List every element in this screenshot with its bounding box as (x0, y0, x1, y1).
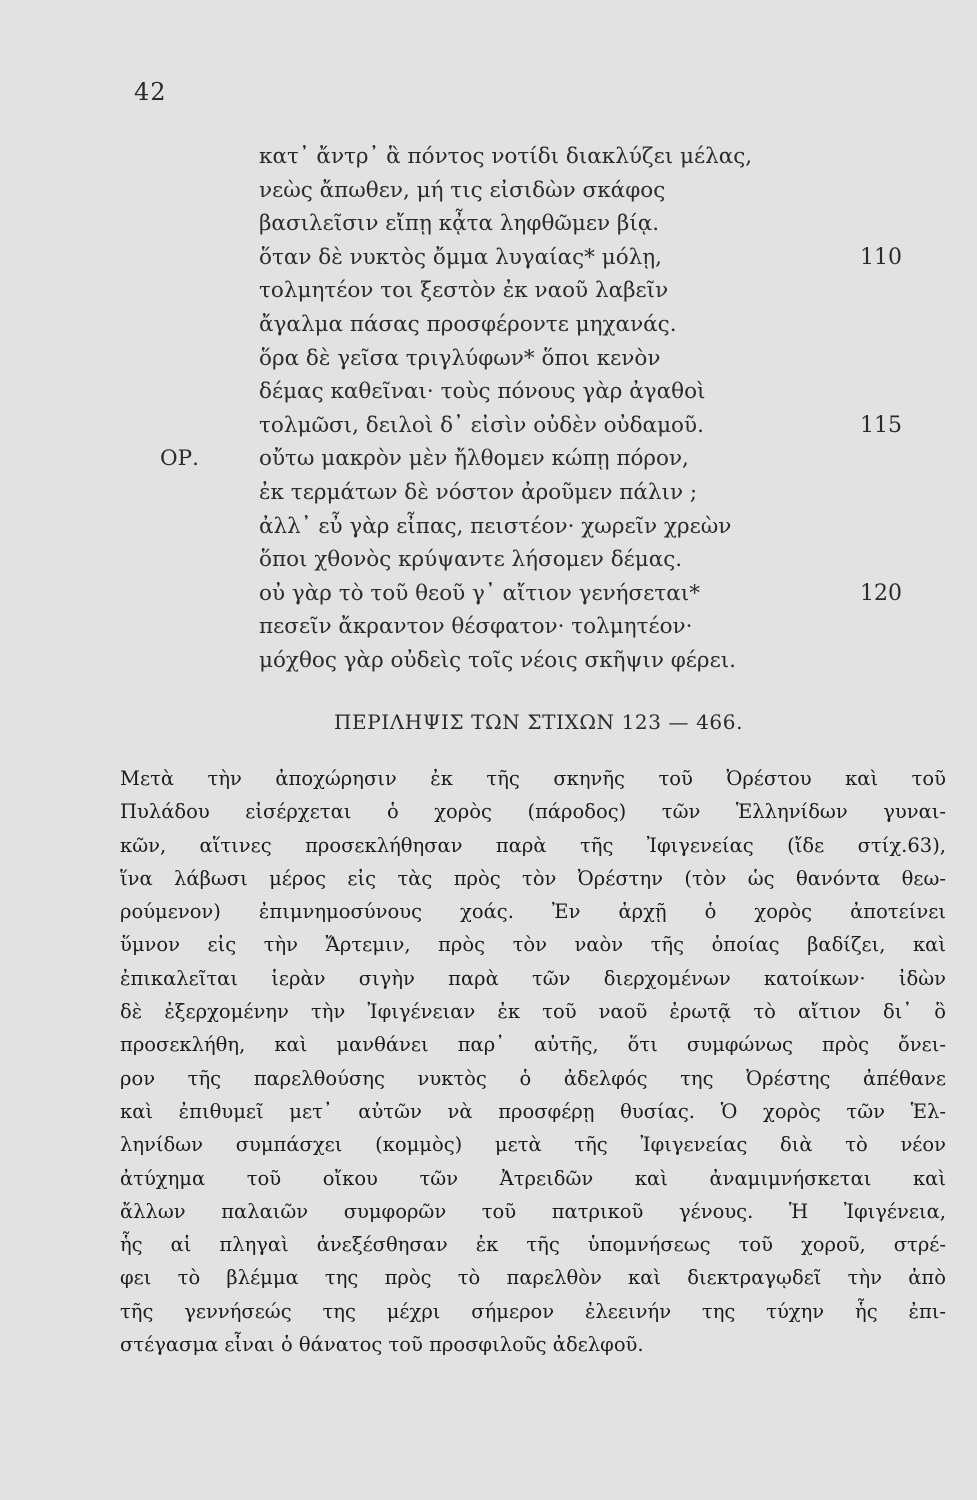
prose-line: ἐπικαλεῖται ἱερὰν σιγὴν παρὰ τῶν διερχομένων κατοίκων· ἰδὼν (120, 966, 946, 990)
verse-line (158, 140, 938, 174)
verse-text: οὔτω μακρὸν μὲν ἤλθομεν κώπῃ πόρον, (259, 446, 689, 472)
line-number: 120 (860, 580, 902, 606)
verse-line (158, 543, 938, 577)
prose-line: ρούμενον) ἐπιμνημοσύνους χοάς. Ἐν ἀρχῇ ὁ χορὸς ἀποτείνει (120, 900, 946, 924)
prose-line: ἧς αἱ πληγαὶ ἀνεξέσθησαν ἐκ τῆς ὑπομνήσεως τοῦ χοροῦ, στρέ- (120, 1233, 946, 1257)
section-heading: ΠΕΡΙΛΗΨΙΣ ΤΩΝ ΣΤΙΧΩΝ 123 — 466. (333, 710, 744, 734)
prose-line: Μετὰ τὴν ἀποχώρησιν ἐκ τῆς σκηνῆς τοῦ Ὀρέστου καὶ τοῦ (120, 767, 946, 790)
verse-line (158, 308, 938, 342)
verse-line (158, 510, 938, 544)
verse-text: ὅποι χθονὸς κρύψαντε λήσομεν δέμας. (259, 547, 683, 573)
verse-line (158, 610, 938, 644)
summary-paragraph (120, 762, 946, 1361)
verse-text: ὅρα δὲ γεῖσα τριγλύφων* ὅποι κενὸν (259, 345, 661, 371)
prose-line: ληνίδων συμπάσχει (κομμὸς) μετὰ τῆς Ἰφιγενείας διὰ τὸ νέον (120, 1133, 946, 1157)
prose-line: τῆς γεννήσεώς της μέχρι σήμερον ἐλεεινήν της τύχην ἧς ἐπι- (120, 1299, 946, 1323)
verse-line (158, 409, 938, 443)
prose-line: Πυλάδου εἰσέρχεται ὁ χορὸς (πάροδος) τῶν Ἑλληνίδων γυναι- (120, 800, 946, 824)
verse-line (158, 375, 938, 409)
line-number: 115 (860, 412, 902, 438)
prose-line: στέγασμα εἶναι ὁ θάνατος τοῦ προσφιλοῦς ἀδελφοῦ. (120, 1333, 644, 1357)
verse-line (158, 442, 938, 476)
verse-text: πεσεῖν ἄκραντον θέσφατον· τολμητέον· (259, 614, 693, 640)
verse-line (158, 577, 938, 611)
verse-text: τολμῶσι, δειλοὶ δ᾽ εἰσὶν οὐδὲν οὐδαμοῦ. (259, 412, 704, 438)
prose-line: ἀτύχημα τοῦ οἴκου τῶν Ἀτρειδῶν καὶ ἀναμιμνήσκεται καὶ (120, 1166, 946, 1190)
verse-line (158, 174, 938, 208)
prose-line: προσεκλήθη, καὶ μανθάνει παρ᾽ αὐτῆς, ὅτι συμφώνως πρὸς ὄνει- (120, 1033, 946, 1057)
prose-line: καὶ ἐπιθυμεῖ μετ᾽ αὐτῶν νὰ προσφέρῃ θυσίας. Ὁ χορὸς τῶν Ἑλ- (120, 1099, 946, 1123)
prose-line: ἄλλων παλαιῶν συμφορῶν τοῦ πατρικοῦ γένους. Ἡ Ἰφιγένεια, (120, 1199, 946, 1223)
verse-text: ἐκ τερμάτων δὲ νόστον ἀροῦμεν πάλιν ; (259, 479, 698, 505)
prose-line: φει τὸ βλέμμα της πρὸς τὸ παρελθὸν καὶ διεκτραγῳδεῖ τὴν ἀπὸ (120, 1266, 946, 1290)
verse-text: τολμητέον τοι ξεστὸν ἐκ ναοῦ λαβεῖν (259, 278, 669, 304)
prose-line: δὲ ἐξερχομένην τὴν Ἰφιγένειαν ἐκ τοῦ ναοῦ ἐρωτᾷ τὸ αἴτιον δι᾽ ὃ (120, 1000, 946, 1024)
verse-text: βασιλεῖσιν εἴπῃ κᾆτα ληφθῶμεν βίᾳ. (259, 211, 660, 237)
verse-text: ἀλλ᾽ εὖ γὰρ εἶπας, πειστέον· χωρεῖν χρεὼν (259, 513, 732, 539)
prose-line: ὕμνον εἰς τὴν Ἄρτεμιν, πρὸς τὸν ναὸν τῆς ὁποίας βαδίζει, καὶ (120, 933, 946, 957)
verse-line (158, 476, 938, 510)
verse-line (158, 241, 938, 275)
verse-text: μόχθος γὰρ οὐδεὶς τοῖς νέοις σκῆψιν φέρει. (259, 647, 736, 673)
verse-text: νεὼς ἄπωθεν, μή τις εἰσιδὼν σκάφος (259, 177, 666, 203)
verse-text: ἄγαλμα πάσας προσφέροντε μηχανάς. (259, 311, 677, 337)
verse-text: οὐ γὰρ τὸ τοῦ θεοῦ γ᾽ αἴτιον γενήσεται* (259, 580, 700, 606)
prose-line: κῶν, αἵτινες προσεκλήθησαν παρὰ τῆς Ἰφιγενείας (ἴδε στίχ.63), (120, 833, 946, 857)
line-number: 110 (860, 244, 902, 270)
page-number: 42 (134, 78, 167, 106)
verse-line (158, 274, 938, 308)
verse-text: ὅταν δὲ νυκτὸς ὄμμα λυγαίας* μόλῃ, (259, 244, 663, 270)
verse-block (158, 140, 938, 678)
verse-line (158, 207, 938, 241)
verse-text: κατ᾽ ἄντρ᾽ ἃ πόντος νοτίδι διακλύζει μέλας, (259, 144, 753, 169)
verse-line (158, 342, 938, 376)
prose-line: ἵνα λάβωσι μέρος εἰς τὰς πρὸς τὸν Ὀρέστην (τὸν ὡς θανόντα θεω- (120, 866, 946, 890)
verse-text: δέμας καθεῖναι· τοὺς πόνους γὰρ ἀγαθοὶ (259, 379, 706, 405)
speaker-label: ΟΡ. (160, 446, 199, 472)
prose-line: ρον τῆς παρελθούσης νυκτὸς ὁ ἀδελφός της Ὀρέστης ἀπέθανε (120, 1066, 946, 1090)
verse-line (158, 644, 938, 678)
